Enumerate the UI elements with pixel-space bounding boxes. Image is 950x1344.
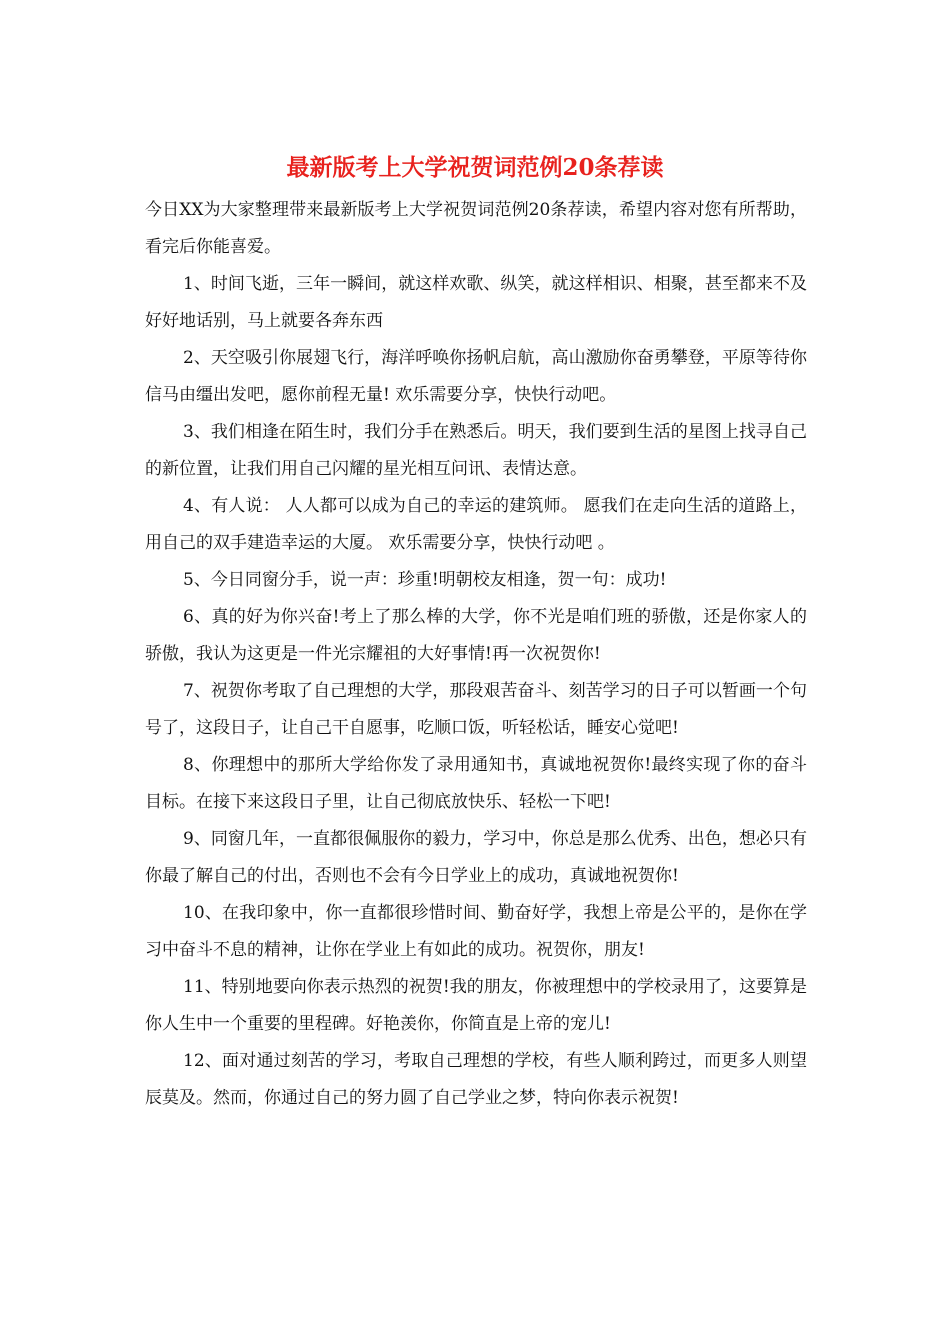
paragraph-10: 10、在我印象中，你一直都很珍惜时间、勤奋好学，我想上帝是公平的，是你在学习中奋斗不息的精神，让你在学业上有如此的成功。祝贺你，朋友! bbox=[145, 903, 807, 960]
intro-paragraph: 今日XX为大家整理带来最新版考上大学祝贺词范例20条荐读，希望内容对您有所帮助，看完后你能喜爱。 bbox=[145, 200, 807, 257]
paragraph-11: 11、特别地要向你表示热烈的祝贺!我的朋友，你被理想中的学校录用了，这要算是你人生中一个重要的里程碑。好艳羡你，你简直是上帝的宠儿! bbox=[145, 977, 807, 1034]
paragraph-6: 6、真的好为你兴奋!考上了那么棒的大学，你不光是咱们班的骄傲，还是你家人的骄傲，我认为这更是一件光宗耀祖的大好事情!再一次祝贺你! bbox=[145, 607, 807, 664]
paragraph-9: 9、同窗几年，一直都很佩服你的毅力，学习中，你总是那么优秀、出色，想必只有你最了解自己的付出，否则也不会有今日学业上的成功，真诚地祝贺你! bbox=[145, 829, 807, 886]
paragraph-1: 1、时间飞逝，三年一瞬间，就这样欢歌、纵笑，就这样相识、相聚，甚至都来不及好好地话别，马上就要各奔东西 bbox=[145, 274, 807, 331]
paragraph-4: 4、有人说： 人人都可以成为自己的幸运的建筑师。 愿我们在走向生活的道路上，用自己的双手建造幸运的大厦。 欢乐需要分享，快快行动吧 。 bbox=[145, 496, 807, 553]
paragraph-2: 2、天空吸引你展翅飞行，海洋呼唤你扬帆启航，高山激励你奋勇攀登，平原等待你信马由缰出发吧，愿你前程无量! 欢乐需要分享，快快行动吧。 bbox=[145, 348, 807, 405]
document-body bbox=[145, 192, 807, 1117]
paragraph-7: 7、祝贺你考取了自己理想的大学，那段艰苦奋斗、刻苦学习的日子可以暂画一个句号了，这段日子，让自己干自愿事，吃顺口饭，听轻松话，睡安心觉吧! bbox=[145, 681, 807, 738]
paragraph-12: 12、面对通过刻苦的学习，考取自己理想的学校，有些人顺利跨过，而更多人则望辰莫及。然而，你通过自己的努力圆了自己学业之梦，特向你表示祝贺! bbox=[145, 1051, 807, 1108]
document-title: 最新版考上大学祝贺词范例20条荐读 bbox=[286, 154, 664, 181]
paragraph-3: 3、我们相逢在陌生时，我们分手在熟悉后。明天，我们要到生活的星图上找寻自己的新位置，让我们用自己闪耀的星光相互问讯、表情达意。 bbox=[145, 422, 807, 479]
paragraph-8: 8、你理想中的那所大学给你发了录用通知书，真诚地祝贺你!最终实现了你的奋斗目标。在接下来这段日子里，让自己彻底放快乐、轻松一下吧! bbox=[145, 755, 807, 812]
paragraph-5: 5、今日同窗分手，说一声：珍重!明朝校友相逢，贺一句：成功! bbox=[183, 570, 667, 590]
